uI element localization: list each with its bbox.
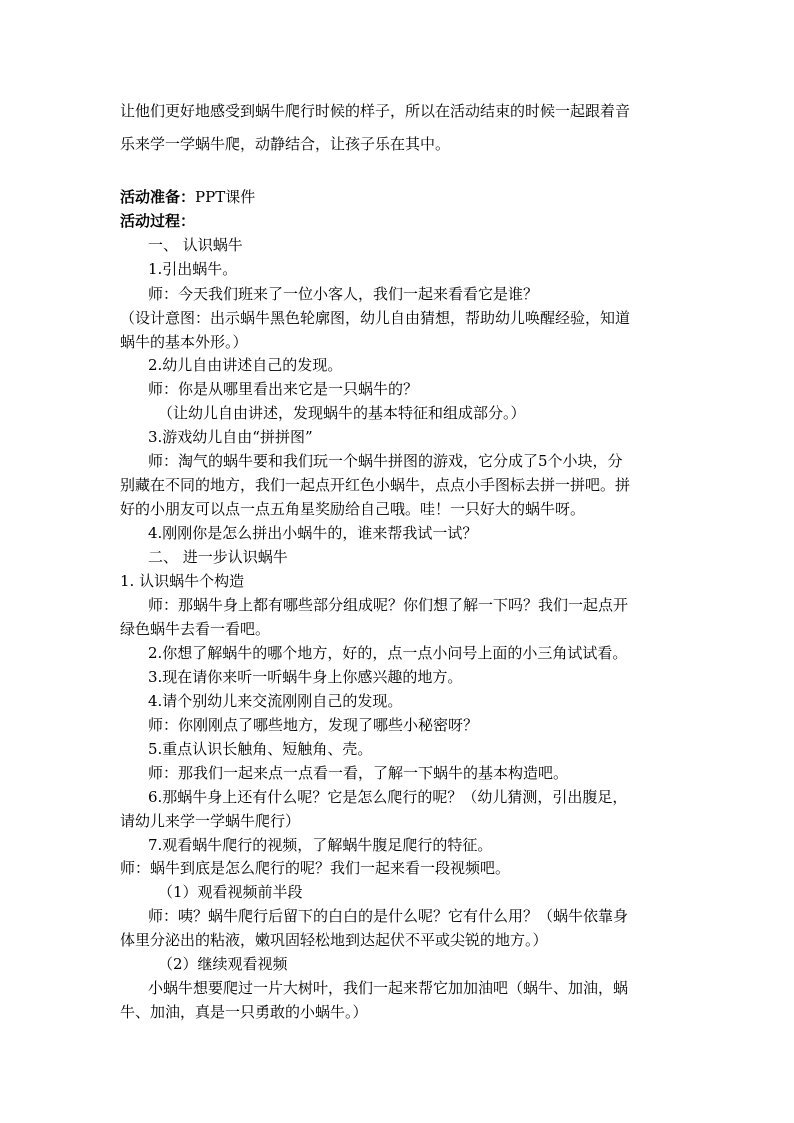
paragraph-line: 请幼儿来学一学蜗牛爬行）: [120, 812, 301, 830]
prep-label: 活动准备：: [120, 188, 196, 206]
paragraph-line: 小蜗牛想要爬过一片大树叶，我们一起来帮它加加油吧（蜗牛、加油，蜗: [148, 979, 629, 997]
paragraph-line: 师：今天我们班来了一位小客人，我们一起来看看它是谁？: [148, 285, 539, 303]
paragraph-line: 师：你刚刚点了哪些地方，发现了哪些小秘密呀？: [148, 716, 479, 734]
paragraph-line: 师：那我们一起来点一点看一看，了解一下蜗牛的基本构造吧。: [148, 764, 569, 782]
paragraph-line: 师：咦？蜗牛爬行后留下的白白的是什么呢？它有什么用？（蜗牛依靠身: [148, 907, 629, 925]
paragraph-line: 2.你想了解蜗牛的哪个地方，好的，点一点小问号上面的小三角试试看。: [148, 644, 628, 662]
paragraph-line: 6.那蜗牛身上还有什么呢？它是怎么爬行的呢？（幼儿猜测，引出腹足，: [148, 788, 628, 806]
paragraph-line: 3.现在请你来听一听蜗牛身上你感兴趣的地方。: [148, 668, 463, 686]
paragraph-line: （让幼儿自由讲述，发现蜗牛的基本特征和组成部分。）: [158, 404, 526, 422]
section-heading-1: 一、 认识蜗牛: [148, 236, 243, 254]
paragraph-line: 4.刚刚你是怎么拼出小蜗牛的，谁来帮我试一试？: [148, 524, 478, 542]
paragraph-line: 师：淘气的蜗牛要和我们玩一个蜗牛拼图的游戏，它分成了5个小块，分: [148, 452, 623, 470]
paragraph-line: 1.引出蜗牛。: [148, 260, 238, 278]
paragraph-line: 师：蜗牛到底是怎么爬行的呢？我们一起来看一段视频吧。: [120, 859, 511, 877]
paragraph-line: （1）观看视频前半段: [158, 883, 303, 901]
paragraph-line: 5.重点认识长触角、短触角、壳。: [148, 740, 373, 758]
paragraph-line: 7.观看蜗牛爬行的视频，了解蜗牛腹足爬行的特征。: [148, 836, 493, 854]
paragraph-line: 3.游戏幼儿自由“拼拼图”: [148, 428, 313, 446]
paragraph-line: 牛、加油，真是一只勇敢的小蜗牛。）: [120, 1003, 368, 1021]
paragraph-line: 蜗牛的基本外形。）: [120, 333, 248, 351]
paragraph-line: 绿色蜗牛去看一看吧。: [120, 620, 271, 638]
paragraph-line: 师：你是从哪里看出来它是一只蜗牛的？: [148, 380, 419, 398]
prep-value: PPT课件: [195, 188, 256, 206]
paragraph-line: 4.请个别幼儿来交流刚刚自己的发现。: [148, 692, 403, 710]
paragraph-line: （2）继续观看视频: [158, 955, 288, 973]
paragraph-line: 1. 认识蜗牛个构造: [120, 572, 245, 590]
paragraph-line: 体里分泌出的粘液，嫩巩固轻松地到达起伏不平或尖锐的地方。）: [120, 931, 548, 949]
paragraph-line: （设计意图：出示蜗牛黑色轮廓图，幼儿自由猜想，帮助幼儿唤醒经验，知道: [120, 309, 631, 327]
paragraph-line: 好的小朋友可以点一点五角星奖励给自己哦。哇！一只好大的蜗牛呀。: [120, 500, 586, 518]
activity-prep: [120, 186, 680, 208]
paragraph-line: 2.幼儿自由讲述自己的发现。: [148, 356, 343, 374]
paragraph-line: 师：那蜗牛身上都有哪些部分组成呢？你们想了解一下吗？我们一起点开: [148, 596, 629, 614]
activity-process-label: 活动过程：: [120, 212, 196, 230]
paragraph-line: 别藏在不同的地方，我们一起点开红色小蜗牛，点点小手图标去拼一拼吧。拼: [120, 476, 631, 494]
intro-line-2: 乐来学一学蜗牛爬，动静结合，让孩子乐在其中。: [120, 135, 451, 153]
intro-line-1: 让他们更好地感受到蜗牛爬行时候的样子，所以在活动结束的时候一起跟着音: [120, 102, 631, 120]
section-heading-2: 二、 进一步认识蜗牛: [148, 548, 288, 566]
